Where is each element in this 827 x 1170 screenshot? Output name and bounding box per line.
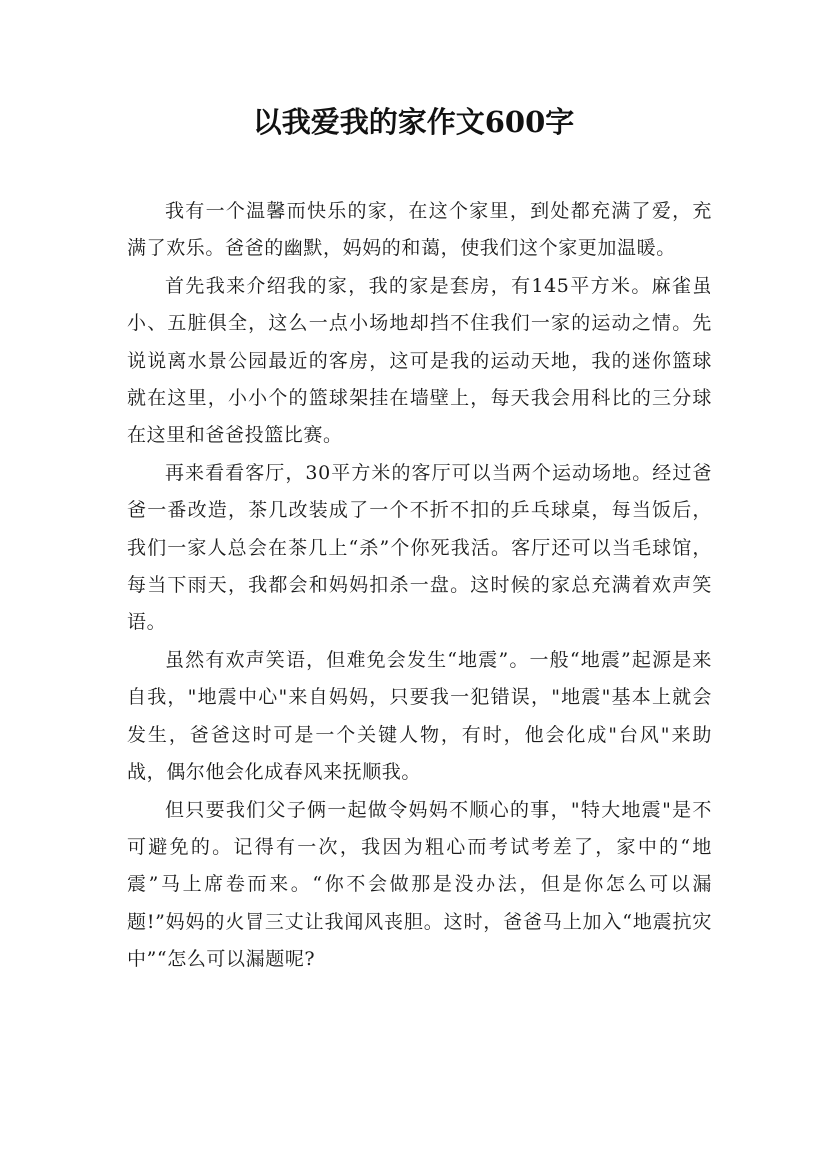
- paragraph-1: 我有一个温馨而快乐的家，在这个家里，到处都充满了爱，充满了欢乐。爸爸的幽默，妈妈的和蔼，使我们这个家更加温暖。: [127, 200, 712, 260]
- paragraph-3: 再来看看客厅，30平方米的客厅可以当两个运动场地。经过爸爸一番改造，茶几改装成了一个不折不扣的乒乓球桌，每当饭后，我们一家人总会在茶几上“杀”个你死我活。客厅还可以当毛球馆，每当下雨天，我都会和妈妈扣杀一盘。这时候的家总充满着欢声笑语。: [127, 461, 712, 634]
- paragraph-2: 首先我来介绍我的家，我的家是套房，有145平方米。麻雀虽小、五脏俱全，这么一点小场地却挡不住我们一家的运动之情。先说说离水景公园最近的客房，这可是我的运动天地，我的迷你篮球就在这里，小小个的篮球架挂在墙壁上，每天我会用科比的三分球在这里和爸爸投篮比赛。: [127, 274, 712, 447]
- paragraph-4: 虽然有欢声笑语，但难免会发生“地震”。一般“地震”起源是来自我，"地震中心"来自妈妈，只要我一犯错误，"地震"基本上就会发生，爸爸这时可是一个关键人物，有时，他会化成"台风"来助战，偶尔他会化成春风来抚顺我。: [127, 648, 712, 784]
- page-title: 以我爱我的家作文600字: [252, 105, 575, 139]
- article-body: [127, 193, 712, 979]
- paragraph-5: 但只要我们父子俩一起做令妈妈不顺心的事，"特大地震"是不可避免的。记得有一次，我因为粗心而考试考差了，家中的“地震”马上席卷而来。“你不会做那是没办法，但是你怎么可以漏题!”妈妈的火冒三丈让我闻风丧胆。这时，爸爸马上加入“地震抗灾中”“怎么可以漏题呢?: [127, 798, 712, 971]
